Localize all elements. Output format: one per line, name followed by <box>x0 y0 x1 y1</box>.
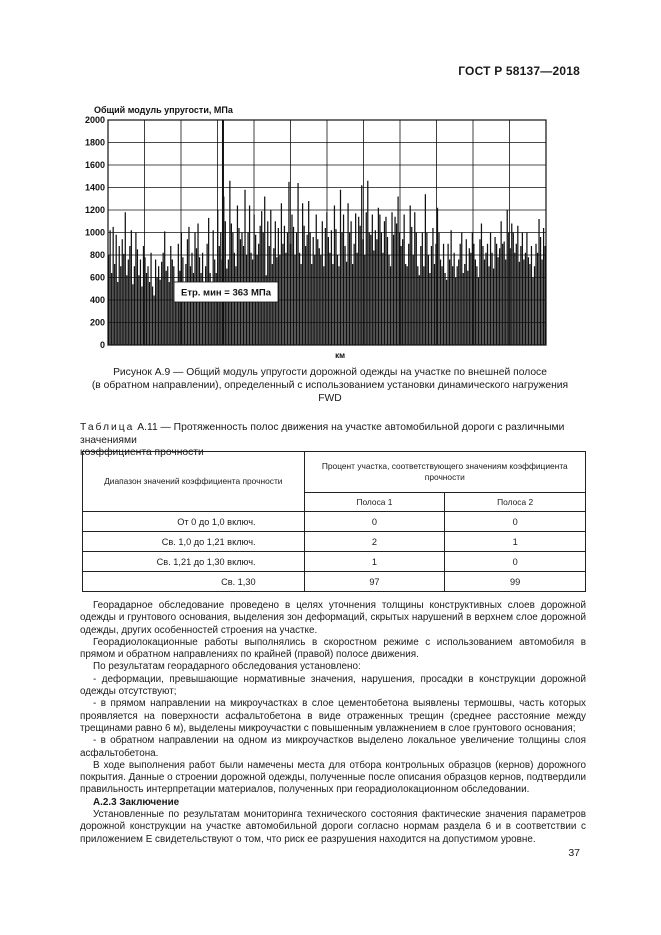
bar <box>485 253 486 345</box>
bar <box>313 237 314 345</box>
col-header-lane1: Полоса 1 <box>304 493 445 512</box>
y-tick-label: 1200 <box>84 205 105 215</box>
bar <box>160 280 161 345</box>
bar <box>349 233 350 346</box>
standard-code: ГОСТ Р 58137—2018 <box>458 64 580 78</box>
bar <box>494 237 495 345</box>
bar <box>469 248 470 345</box>
bar <box>208 218 209 345</box>
bar <box>329 253 330 345</box>
bar <box>541 260 542 346</box>
bar <box>390 266 391 345</box>
bar <box>340 190 341 345</box>
bar <box>393 235 394 345</box>
col-header-group: Процент участка, соответствующего значениям коэффициента прочности <box>304 452 585 493</box>
bar <box>437 208 438 345</box>
paragraph: В ходе выполнения работ были намечены места для отбора контрольных образцов (кернов) дорожного покрытия. Данные о строении дорожной одежды, полученные после описания образцов кернов, подтвердили правильность интерпретации материалов, полученных при георадиолокационном обследовании. <box>80 759 586 796</box>
bar <box>331 230 332 345</box>
bar <box>153 296 154 346</box>
bar <box>173 266 174 345</box>
bar <box>452 266 453 345</box>
bar <box>396 224 397 346</box>
bar <box>502 244 503 345</box>
bar <box>164 231 165 345</box>
bar <box>307 235 308 345</box>
bar <box>475 260 476 346</box>
bar <box>407 266 408 345</box>
table-row <box>83 572 586 592</box>
bar <box>426 233 427 346</box>
bar <box>157 278 158 346</box>
bar <box>522 233 523 346</box>
bar <box>288 182 289 345</box>
bar <box>514 253 515 345</box>
elastic-modulus-chart <box>62 100 562 364</box>
bar <box>311 264 312 345</box>
bar <box>387 237 388 345</box>
bar <box>460 244 461 345</box>
bar <box>370 235 371 345</box>
bar <box>484 260 485 346</box>
bar <box>446 280 447 345</box>
bar <box>493 269 494 346</box>
bar <box>444 273 445 345</box>
bar <box>405 264 406 345</box>
cell-lane2: 0 <box>445 552 586 572</box>
bar <box>114 264 115 345</box>
bar <box>384 221 385 345</box>
bar <box>146 273 147 345</box>
bar <box>141 287 142 346</box>
bar <box>513 233 514 346</box>
body-text <box>80 600 586 846</box>
bar <box>447 244 448 345</box>
bar <box>528 257 529 345</box>
bar <box>284 226 285 345</box>
bar <box>401 246 402 345</box>
paragraph: Установленные по результатам мониторинга технического состояния фактические значения параметров дорожной конструкции на участке автомобильной дороги согласно нормам раздела 6 и в соответствии с приложением Е свидетельствуют о том, что риск ее разрушения находится на допустимом уровне. <box>80 809 586 845</box>
bar <box>120 266 121 345</box>
bar <box>525 253 526 345</box>
bar <box>429 273 430 345</box>
bar <box>382 253 383 345</box>
bar <box>117 282 118 345</box>
bar <box>520 246 521 345</box>
bar <box>431 246 432 345</box>
bar <box>185 264 186 345</box>
y-tick-label: 200 <box>89 317 105 328</box>
bar <box>299 253 300 345</box>
bar <box>235 266 236 345</box>
bar <box>408 244 409 345</box>
bar <box>352 264 353 345</box>
bar <box>422 233 423 346</box>
bar <box>176 296 177 346</box>
bar <box>357 253 358 345</box>
bar <box>381 233 382 346</box>
bar <box>149 282 150 345</box>
figure-caption <box>80 366 580 405</box>
bar <box>137 249 138 345</box>
bar <box>440 260 441 346</box>
bar <box>420 246 421 345</box>
bar <box>304 226 305 345</box>
bar <box>308 201 309 345</box>
bar <box>531 246 532 345</box>
bar <box>291 215 292 346</box>
bar <box>526 233 527 346</box>
bar <box>163 253 164 345</box>
strength-coefficient-table <box>82 451 586 592</box>
bar <box>491 253 492 345</box>
bar <box>341 233 342 346</box>
bar <box>347 203 348 345</box>
bar <box>129 246 130 345</box>
bar <box>140 260 141 346</box>
bar <box>161 262 162 345</box>
table-number-title: А.11 — Протяженность полос движения на участке автомобильной дороги с различными значениями <box>80 422 565 446</box>
bar <box>147 266 148 345</box>
bar <box>116 235 117 345</box>
bar <box>535 244 536 345</box>
bar <box>416 233 417 346</box>
bar <box>293 227 294 345</box>
y-tick-label: 1000 <box>84 227 105 238</box>
cell-range: Св. 1,21 до 1,30 включ. <box>83 552 305 572</box>
bar <box>369 233 370 346</box>
y-tick-label: 0 <box>99 340 105 350</box>
cell-lane2: 0 <box>445 512 586 532</box>
bar <box>244 190 245 345</box>
bar <box>540 237 541 345</box>
bar <box>205 266 206 345</box>
bar <box>350 221 351 345</box>
bar <box>529 264 530 345</box>
cell-lane2: 99 <box>445 572 586 592</box>
bar <box>516 244 517 345</box>
bar <box>454 253 455 345</box>
section-heading: А.2.3 Заключение <box>93 796 180 808</box>
table-row <box>83 512 586 532</box>
bar <box>322 221 323 345</box>
table-row <box>83 532 586 552</box>
bar <box>438 233 439 346</box>
bar <box>375 230 376 345</box>
bar <box>135 233 136 346</box>
bar <box>343 215 344 346</box>
bar <box>323 266 324 345</box>
bar <box>463 273 464 345</box>
bar <box>272 264 273 345</box>
bar <box>332 264 333 345</box>
bar <box>325 228 326 345</box>
bar <box>335 229 336 345</box>
y-tick-label: 1600 <box>84 160 105 170</box>
bar <box>338 266 339 345</box>
bar <box>296 233 297 346</box>
bar <box>404 215 405 346</box>
bar <box>499 248 500 345</box>
cell-lane1: 97 <box>304 572 445 592</box>
bar <box>261 211 262 345</box>
bar <box>305 246 306 345</box>
bar <box>190 266 191 345</box>
list-item: - в обратном направлении на одном из микроучастков выделено локальное увеличение толщины слоя асфальтобетона. <box>80 735 586 759</box>
bar <box>379 215 380 346</box>
bar <box>249 206 250 346</box>
col-header-range: Диапазон значений коэффициента прочности <box>83 452 305 512</box>
bar <box>287 233 288 346</box>
bar <box>119 246 120 345</box>
bar <box>467 271 468 345</box>
bar <box>478 278 479 346</box>
bar <box>443 244 444 345</box>
bar <box>310 233 311 346</box>
bar <box>501 221 502 345</box>
bar <box>532 278 533 346</box>
bar <box>476 266 477 345</box>
bar <box>346 262 347 345</box>
chart-svg <box>62 100 562 364</box>
y-tick-label: 1800 <box>84 137 105 148</box>
bar <box>517 226 518 345</box>
cell-lane2: 1 <box>445 532 586 552</box>
bar <box>131 230 132 345</box>
bar <box>490 233 491 346</box>
bar <box>361 185 362 345</box>
bar <box>419 275 420 345</box>
bar <box>143 246 144 345</box>
bar <box>411 227 412 345</box>
bar <box>441 266 442 345</box>
bar <box>282 244 283 345</box>
y-tick-label: 600 <box>89 272 105 283</box>
paragraph: Георадарное обследование проведено в целях уточнения толщины конструктивных слоев дорожной одежды и грунтового основания, выделения зон деформаций, скрытых нарушений в верхнем слое дорожной одежды, других особенностей строения на участке. <box>80 600 586 636</box>
bar <box>354 244 355 345</box>
bar <box>498 257 499 345</box>
bar <box>385 217 386 345</box>
bar <box>487 244 488 345</box>
bar <box>458 260 459 346</box>
paragraph: По результатам георадарного обследования установлено: <box>93 661 361 673</box>
bar <box>488 266 489 345</box>
bar <box>360 226 361 345</box>
bar <box>434 264 435 345</box>
bar <box>167 266 168 345</box>
bar <box>523 260 524 346</box>
bar <box>110 230 111 345</box>
cell-lane1: 1 <box>304 552 445 572</box>
bar <box>410 206 411 346</box>
bar <box>358 217 359 345</box>
bar <box>138 275 139 345</box>
cell-lane1: 0 <box>304 512 445 532</box>
bar <box>451 230 452 345</box>
bar <box>470 253 471 345</box>
bar <box>300 264 301 345</box>
bar <box>150 253 151 345</box>
bar <box>511 224 512 346</box>
bar <box>538 219 539 345</box>
bar <box>297 183 298 345</box>
bar <box>473 244 474 345</box>
bar <box>367 181 368 345</box>
bar <box>496 244 497 345</box>
y-tick-label: 1400 <box>84 182 105 193</box>
bar <box>319 248 320 345</box>
figure-caption-line2: (в обратном направлении), определенный с использованием установки динамического нагружения FWD <box>91 380 569 404</box>
table-row <box>83 552 586 572</box>
cell-range: От 0 до 1,0 включ. <box>83 512 305 532</box>
bar <box>378 208 379 345</box>
bar <box>481 224 482 346</box>
bar <box>334 206 335 346</box>
bar <box>534 266 535 345</box>
cell-range: Св. 1,0 до 1,21 включ. <box>83 532 305 552</box>
bar <box>505 260 506 346</box>
y-axis-label: Общий модуль упругости, МПа <box>94 105 233 115</box>
bar <box>111 273 112 345</box>
cell-lane1: 2 <box>304 532 445 552</box>
bar <box>355 213 356 345</box>
bar <box>169 282 170 345</box>
bar <box>237 206 238 346</box>
table-label: Таблица <box>80 422 135 433</box>
bar <box>172 260 173 346</box>
figure-caption-line1: Рисунок А.9 — Общий модуль упругости дорожной одежды на участке по внешней полосе <box>113 367 547 378</box>
bar <box>229 181 230 345</box>
bar <box>504 242 505 346</box>
bar <box>432 228 433 345</box>
bar <box>316 215 317 346</box>
bar <box>482 246 483 345</box>
bar <box>155 260 156 346</box>
list-item: - в прямом направлении на микроучастках в слое цементобетона выявлены термошвы, часть которых проявляется на поверхности асфальтобетона в виде отраженных трещин (среднее расстояние между трещинами равно 6 м), выделены микроучастки с повышенным увлажнением в слое грунтового основания; <box>80 698 586 734</box>
bar <box>170 246 171 345</box>
annotation-label: Етр. мин = 363 МПа <box>180 287 272 299</box>
bar <box>464 264 465 345</box>
cell-range: Св. 1,30 <box>83 572 305 592</box>
bar <box>394 217 395 345</box>
bar <box>344 246 345 345</box>
x-axis-label: км <box>335 351 346 360</box>
bar <box>328 237 329 345</box>
bar <box>281 203 282 345</box>
col-header-lane2: Полоса 2 <box>445 493 586 512</box>
bar <box>132 284 133 345</box>
bar <box>519 262 520 345</box>
bar <box>457 266 458 345</box>
bar <box>302 203 303 345</box>
bar <box>537 253 538 345</box>
y-tick-label: 800 <box>89 250 105 260</box>
y-tick-label: 400 <box>89 295 105 305</box>
bar <box>417 266 418 345</box>
bar <box>423 266 424 345</box>
bar <box>372 215 373 346</box>
list-item: - деформации, превышающие нормативные значения, нарушения, просадки в конструкции дорожной одежды отсутствуют; <box>80 673 586 698</box>
bar <box>285 253 286 345</box>
bar <box>134 266 135 345</box>
bar <box>166 271 167 345</box>
bar <box>373 251 374 346</box>
bar <box>158 266 159 345</box>
bar <box>113 227 114 345</box>
bar <box>152 287 153 346</box>
bar <box>461 233 462 346</box>
bar <box>126 275 127 345</box>
bar <box>543 228 544 345</box>
paragraph: Георадиолокационные работы выполнялись в скоростном режиме с использованием автомобиля в прямом и обратном направлениях по крайней (правой) полосе движения. <box>80 636 586 661</box>
bar <box>455 278 456 346</box>
table-title-cont: коэффициента прочности <box>80 447 204 458</box>
y-tick-label: 2000 <box>84 115 105 125</box>
bar <box>226 269 227 346</box>
bar <box>123 254 124 345</box>
page-number: 37 <box>568 847 580 859</box>
bar <box>128 260 129 346</box>
bar <box>449 260 450 346</box>
